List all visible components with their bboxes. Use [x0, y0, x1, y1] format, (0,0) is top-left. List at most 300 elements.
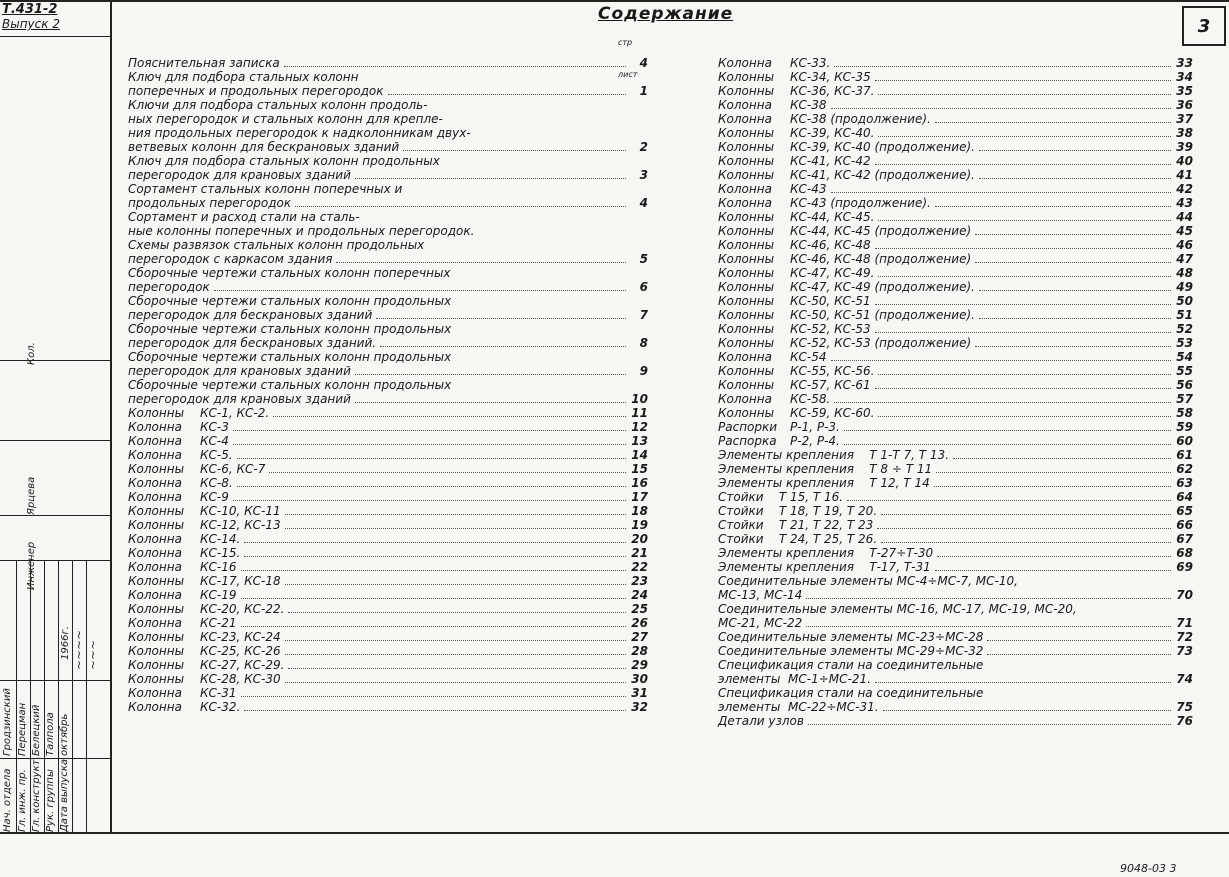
- dot-leader: [875, 248, 1171, 249]
- entry-kind: Колонна: [128, 448, 182, 462]
- dot-leader: [831, 192, 1172, 193]
- entry-text: Ключи для подбора стальных колонн продоль-: [128, 98, 428, 112]
- dot-leader: [883, 710, 1171, 711]
- toc-entry: [128, 378, 648, 392]
- entry-mark: КС-15.: [200, 546, 241, 560]
- entry-text: ные колонны поперечных и продольных перегородок.: [128, 224, 475, 238]
- entry-page: 55: [1176, 364, 1193, 378]
- entry-text: продольных перегородок: [128, 196, 292, 210]
- entry-page: 57: [1176, 392, 1193, 406]
- entry-text: Схемы развязок стальных колонн продольных: [128, 238, 425, 252]
- toc-entry: [718, 84, 1193, 98]
- toc-entry: [718, 546, 1193, 560]
- toc-entry: [128, 420, 648, 434]
- toc-entry: [128, 504, 648, 518]
- entry-page: 29: [631, 658, 648, 672]
- toc-entry: [128, 616, 648, 630]
- entry-page: 12: [631, 420, 648, 434]
- toc-entry: [128, 700, 648, 714]
- entry-mark: КС-3: [200, 420, 229, 434]
- issue-year: 1966г.: [60, 626, 71, 660]
- entry-mark: КС-34, КС-35: [790, 70, 871, 84]
- dot-leader: [244, 542, 626, 543]
- toc-entry: [718, 686, 1193, 700]
- entry-page: 31: [631, 686, 648, 700]
- entry-kind: Колонны: [128, 658, 185, 672]
- toc-entry: [718, 616, 1193, 630]
- stamp-divider: [0, 758, 110, 759]
- dot-leader: [878, 94, 1171, 95]
- toc-entry: [128, 126, 648, 140]
- entry-text: перегородок: [128, 280, 210, 294]
- dot-leader: [269, 472, 626, 473]
- toc-entry: [718, 98, 1193, 112]
- entry-text: Элементы крепления Т 1-Т 7, Т 13.: [718, 448, 950, 462]
- entry-page: 33: [1176, 56, 1193, 70]
- entry-kind: Колонны: [718, 294, 775, 308]
- toc-entry: [128, 644, 648, 658]
- entry-kind: Колонна: [718, 112, 772, 126]
- entry-text: Элементы крепления Т-27÷Т-30: [718, 546, 934, 560]
- entry-mark: КС-43: [790, 182, 827, 196]
- entry-text: Соединительные элементы МС-16, МС-17, МС-19, МС-20,: [718, 602, 1077, 616]
- page-title: Содержание: [598, 4, 734, 24]
- entry-kind: Колонны: [128, 504, 185, 518]
- dot-leader: [875, 682, 1171, 683]
- entry-kind: Колонны: [718, 154, 775, 168]
- dot-leader: [937, 556, 1171, 557]
- entry-mark: КС-41, КС-42 (продолжение).: [790, 168, 975, 182]
- toc-entry: [128, 658, 648, 672]
- entry-page: 51: [1176, 308, 1193, 322]
- entry-page: 30: [631, 672, 648, 686]
- toc-entry: [128, 602, 648, 616]
- toc-entry: [718, 462, 1193, 476]
- entry-mark: КС-17, КС-18: [200, 574, 281, 588]
- dot-leader: [288, 612, 626, 613]
- entry-mark: КС-16: [200, 560, 237, 574]
- entry-kind: Колонны: [718, 406, 775, 420]
- entry-text: Стойки Т 15, Т 16.: [718, 490, 844, 504]
- entry-page: 26: [631, 616, 648, 630]
- entry-kind: Колонны: [718, 70, 775, 84]
- toc-entry: [718, 308, 1193, 322]
- toc-entry: [128, 462, 648, 476]
- page-number: 3: [1197, 15, 1211, 37]
- entry-page: 10: [631, 392, 648, 406]
- dot-leader: [244, 556, 626, 557]
- role-issue-date: Дата выпуска: [59, 759, 70, 832]
- entry-page: 68: [1176, 546, 1193, 560]
- toc-entry: [718, 196, 1193, 210]
- toc-entry: [718, 266, 1193, 280]
- dot-leader: [934, 486, 1171, 487]
- entry-page: 39: [1176, 140, 1193, 154]
- dot-leader: [875, 332, 1171, 333]
- toc-entry: [718, 350, 1193, 364]
- entry-page: 9: [639, 364, 648, 378]
- signature: ~~~: [86, 639, 100, 670]
- dot-leader: [295, 206, 626, 207]
- entry-page: 18: [631, 504, 648, 518]
- toc-entry: [718, 532, 1193, 546]
- entry-text: Спецификация стали на соединительные: [718, 686, 984, 700]
- toc-entry: [718, 224, 1193, 238]
- role-group-lead: Рук. группы: [45, 769, 56, 832]
- entry-page: 35: [1176, 84, 1193, 98]
- toc-entry: [718, 476, 1193, 490]
- toc-entry: [128, 532, 648, 546]
- entry-text: Сортамент стальных колонн поперечных и: [128, 182, 403, 196]
- entry-kind: Колонны: [718, 266, 775, 280]
- entry-text: Элементы крепления Т 12, Т 14: [718, 476, 930, 490]
- entry-page: 43: [1176, 196, 1193, 210]
- entry-text: перегородок с каркасом здания: [128, 252, 333, 266]
- dot-leader: [285, 682, 626, 683]
- dot-leader: [844, 444, 1171, 445]
- entry-mark: КС-14.: [200, 532, 241, 546]
- role-chief-design: Гл. конструкт.: [31, 756, 42, 832]
- dot-leader: [987, 654, 1171, 655]
- entry-mark: КС-20, КС-22.: [200, 602, 285, 616]
- dot-leader: [935, 122, 1171, 123]
- dot-leader: [233, 444, 626, 445]
- dot-leader: [241, 626, 627, 627]
- entry-kind: Колонны: [718, 364, 775, 378]
- entry-text: Элементы крепления Т-17, Т-31: [718, 560, 931, 574]
- toc-entry: [718, 714, 1193, 728]
- entry-kind: Колонна: [718, 56, 772, 70]
- dot-leader: [355, 374, 626, 375]
- entry-page: 47: [1176, 252, 1193, 266]
- column-header: [618, 38, 632, 47]
- entry-mark: КС-46, КС-48: [790, 238, 871, 252]
- entry-kind: Колонна: [128, 490, 182, 504]
- toc-entry: [128, 252, 648, 266]
- frame-bottom: [0, 832, 1229, 834]
- entry-page: 73: [1176, 644, 1193, 658]
- entry-page: 52: [1176, 322, 1193, 336]
- entry-text: ветвевых колонн для бескрановых зданий: [128, 140, 400, 154]
- toc-entry: [128, 84, 648, 98]
- toc-entry: [128, 140, 648, 154]
- entry-kind: Колонны: [718, 252, 775, 266]
- entry-page: 4: [639, 56, 648, 70]
- entry-page: 45: [1176, 224, 1193, 238]
- entry-text: Сборочные чертежи стальных колонн продольных: [128, 294, 452, 308]
- toc-entry: [128, 448, 648, 462]
- entry-kind: Колонна: [128, 700, 182, 714]
- toc-entry: [718, 672, 1193, 686]
- toc-entry: [128, 308, 648, 322]
- entry-page: 7: [639, 308, 648, 322]
- entry-page: 65: [1176, 504, 1193, 518]
- entry-mark: КС-44, КС-45.: [790, 210, 875, 224]
- toc-entry: [718, 168, 1193, 182]
- toc-entry: [128, 294, 648, 308]
- toc-right-column: [718, 56, 1193, 728]
- series-code: [2, 2, 106, 31]
- entry-text: Сборочные чертежи стальных колонн поперечных: [128, 266, 451, 280]
- dot-leader: [979, 178, 1171, 179]
- entry-page: 61: [1176, 448, 1193, 462]
- entry-text: Стойки Т 21, Т 22, Т 23: [718, 518, 874, 532]
- entry-kind: Колонны: [718, 322, 775, 336]
- entry-mark: КС-50, КС-51: [790, 294, 871, 308]
- entry-mark: КС-44, КС-45 (продолжение): [790, 224, 972, 238]
- entry-kind: Колонны: [718, 336, 775, 350]
- entry-page: 59: [1176, 420, 1193, 434]
- entry-page: 32: [631, 700, 648, 714]
- stamp-divider: [0, 36, 110, 37]
- entry-page: 46: [1176, 238, 1193, 252]
- entry-kind: Колонны: [128, 518, 185, 532]
- toc-entry: [128, 560, 648, 574]
- entry-kind: Колонна: [128, 588, 182, 602]
- dot-leader: [403, 150, 626, 151]
- stamp-divider: [0, 360, 110, 361]
- toc-entry: [128, 490, 648, 504]
- entry-text: Соединительные элементы МС-23÷МС-28: [718, 630, 984, 644]
- entry-page: 42: [1176, 182, 1193, 196]
- entry-page: 66: [1176, 518, 1193, 532]
- toc-entry: [128, 280, 648, 294]
- entry-mark: КС-21: [200, 616, 237, 630]
- entry-page: 21: [631, 546, 648, 560]
- entry-page: 8: [639, 336, 648, 350]
- dot-leader: [388, 94, 627, 95]
- toc-entry: [128, 434, 648, 448]
- entry-text: Стойки Т 18, Т 19, Т 20.: [718, 504, 878, 518]
- entry-mark: КС-32.: [200, 700, 241, 714]
- entry-page: 17: [631, 490, 648, 504]
- entry-mark: КС-50, КС-51 (продолжение).: [790, 308, 975, 322]
- entry-kind: Колонна: [718, 98, 772, 112]
- page-number-box: [1182, 6, 1226, 46]
- dot-leader: [376, 318, 626, 319]
- toc-entry: [718, 504, 1193, 518]
- entry-text: поперечных и продольных перегородок: [128, 84, 384, 98]
- toc-entry: [718, 182, 1193, 196]
- entry-mark: Р-2, Р-4.: [790, 434, 840, 448]
- date-month: октябрь: [59, 713, 70, 756]
- role-chief-eng: Гл. инж. пр.: [17, 769, 28, 832]
- entry-kind: Колонны: [128, 602, 185, 616]
- stamp-divider: [0, 515, 110, 516]
- dot-leader: [936, 472, 1171, 473]
- dot-leader: [284, 66, 626, 67]
- entry-mark: КС-43 (продолжение).: [790, 196, 931, 210]
- dot-leader: [881, 542, 1171, 543]
- entry-page: 64: [1176, 490, 1193, 504]
- entry-mark: КС-41, КС-42: [790, 154, 871, 168]
- dot-leader: [987, 640, 1171, 641]
- dot-leader: [244, 710, 626, 711]
- entry-mark: КС-8.: [200, 476, 233, 490]
- toc-entry: [128, 672, 648, 686]
- entry-text: МС-13, МС-14: [718, 588, 803, 602]
- entry-page: 5: [639, 252, 648, 266]
- entry-text: МС-21, МС-22: [718, 616, 803, 630]
- entry-text: Элементы крепления Т 8 ÷ Т 11: [718, 462, 933, 476]
- toc-entry: [718, 294, 1193, 308]
- entry-page: 71: [1176, 616, 1193, 630]
- entry-page: 13: [631, 434, 648, 448]
- entry-kind: Колонна: [718, 350, 772, 364]
- entry-text: Стойки Т 24, Т 25, Т 26.: [718, 532, 878, 546]
- entry-kind: Распорка: [718, 434, 777, 448]
- toc-entry: [128, 70, 648, 84]
- entry-page: 56: [1176, 378, 1193, 392]
- toc-entry: [128, 392, 648, 406]
- dot-leader: [877, 528, 1171, 529]
- dot-leader: [285, 654, 626, 655]
- entry-kind: Распорки: [718, 420, 778, 434]
- entry-text: перегородок для бескрановых зданий: [128, 308, 373, 322]
- entry-mark: КС-25, КС-26: [200, 644, 281, 658]
- toc-entry: [718, 140, 1193, 154]
- entry-text: элементы МС-1÷МС-21.: [718, 672, 871, 686]
- toc-entry: [128, 98, 648, 112]
- toc-entry: [718, 420, 1193, 434]
- entry-page: 3: [639, 168, 648, 182]
- entry-page: 36: [1176, 98, 1193, 112]
- entry-page: 75: [1176, 700, 1193, 714]
- entry-page: 25: [631, 602, 648, 616]
- toc-entry: [128, 546, 648, 560]
- toc-entry: [718, 448, 1193, 462]
- entry-page: 63: [1176, 476, 1193, 490]
- entry-mark: КС-12, КС-13: [200, 518, 281, 532]
- entry-page: 14: [631, 448, 648, 462]
- entry-page: 50: [1176, 294, 1193, 308]
- toc-entry: [718, 700, 1193, 714]
- entry-mark: КС-39, КС-40.: [790, 126, 875, 140]
- entry-page: 1: [639, 84, 648, 98]
- entry-mark: КС-47, КС-49 (продолжение).: [790, 280, 975, 294]
- dot-leader: [285, 528, 626, 529]
- role-head: Нач. отдела: [2, 768, 13, 832]
- entry-page: 37: [1176, 112, 1193, 126]
- dot-leader: [355, 402, 626, 403]
- entry-kind: Колонна: [718, 182, 772, 196]
- issue-label: Выпуск 2: [2, 17, 60, 31]
- entry-kind: Колонны: [128, 630, 185, 644]
- entry-text: Детали узлов: [718, 714, 804, 728]
- entry-mark: КС-52, КС-53 (продолжение): [790, 336, 972, 350]
- dot-leader: [847, 500, 1171, 501]
- toc-entry: [718, 252, 1193, 266]
- entry-kind: Колонна: [128, 616, 182, 630]
- dot-leader: [878, 136, 1171, 137]
- entry-text: Соединительные элементы МС-29÷МС-32: [718, 644, 984, 658]
- entry-mark: КС-59, КС-60.: [790, 406, 875, 420]
- toc-entry: [718, 210, 1193, 224]
- dot-leader: [233, 430, 626, 431]
- toc-entry: [128, 210, 648, 224]
- entry-page: 54: [1176, 350, 1193, 364]
- entry-kind: Колонны: [128, 672, 185, 686]
- entry-page: 6: [639, 280, 648, 294]
- entry-page: 19: [631, 518, 648, 532]
- label-yartseva: Ярцева: [26, 476, 37, 515]
- entry-page: 4: [639, 196, 648, 210]
- doc-number: 9048-03 3: [1120, 862, 1177, 875]
- entry-page: 70: [1176, 588, 1193, 602]
- dot-leader: [975, 262, 1171, 263]
- entry-text: ния продольных перегородок к надколонникам двух-: [128, 126, 471, 140]
- dot-leader: [878, 374, 1171, 375]
- toc-entry: [128, 686, 648, 700]
- entry-mark: КС-31: [200, 686, 237, 700]
- toc-entry: [128, 336, 648, 350]
- toc-entry: [128, 630, 648, 644]
- label-engineer: Инженер: [26, 541, 37, 590]
- entry-page: 16: [631, 476, 648, 490]
- dot-leader: [975, 346, 1171, 347]
- entry-kind: Колонны: [718, 308, 775, 322]
- dot-leader: [273, 416, 626, 417]
- entry-mark: КС-19: [200, 588, 237, 602]
- dot-leader: [979, 150, 1171, 151]
- entry-page: 58: [1176, 406, 1193, 420]
- toc-entry: [128, 196, 648, 210]
- entry-page: 60: [1176, 434, 1193, 448]
- entry-kind: Колонна: [718, 392, 772, 406]
- entry-text: ных перегородок и стальных колонн для крепле-: [128, 112, 443, 126]
- toc-entry: [718, 644, 1193, 658]
- entry-page: 22: [631, 560, 648, 574]
- toc-entry: [128, 588, 648, 602]
- name-peretsman: Перецман: [17, 702, 28, 756]
- entry-mark: КС-28, КС-30: [200, 672, 281, 686]
- toc-entry: [718, 630, 1193, 644]
- dot-leader: [878, 276, 1171, 277]
- entry-page: 23: [631, 574, 648, 588]
- toc-entry: [718, 378, 1193, 392]
- entry-mark: КС-54: [790, 350, 827, 364]
- entry-page: 69: [1176, 560, 1193, 574]
- entry-kind: Колонна: [128, 546, 182, 560]
- entry-page: 15: [631, 462, 648, 476]
- entry-kind: Колонны: [128, 406, 185, 420]
- entry-mark: КС-58.: [790, 392, 831, 406]
- toc-entry: [718, 126, 1193, 140]
- entry-page: 62: [1176, 462, 1193, 476]
- entry-kind: Колонна: [128, 560, 182, 574]
- toc-entry: [718, 154, 1193, 168]
- dot-leader: [935, 570, 1171, 571]
- toc-entry: [128, 350, 648, 364]
- entry-kind: Колонны: [128, 574, 185, 588]
- entry-page: 2: [639, 140, 648, 154]
- entry-mark: КС-10, КС-11: [200, 504, 281, 518]
- entry-page: 74: [1176, 672, 1193, 686]
- dot-leader: [875, 80, 1171, 81]
- entry-kind: Колонны: [718, 210, 775, 224]
- frame-left: [110, 0, 112, 834]
- toc-entry: [718, 322, 1193, 336]
- toc-entry: [128, 182, 648, 196]
- toc-entry: [718, 280, 1193, 294]
- toc-entry: [718, 574, 1193, 588]
- entry-kind: Колонна: [128, 686, 182, 700]
- entry-page: 34: [1176, 70, 1193, 84]
- toc-entry: [718, 434, 1193, 448]
- entry-text: Сборочные чертежи стальных колонн продольных: [128, 378, 452, 392]
- dot-leader: [878, 416, 1171, 417]
- toc-entry: [718, 392, 1193, 406]
